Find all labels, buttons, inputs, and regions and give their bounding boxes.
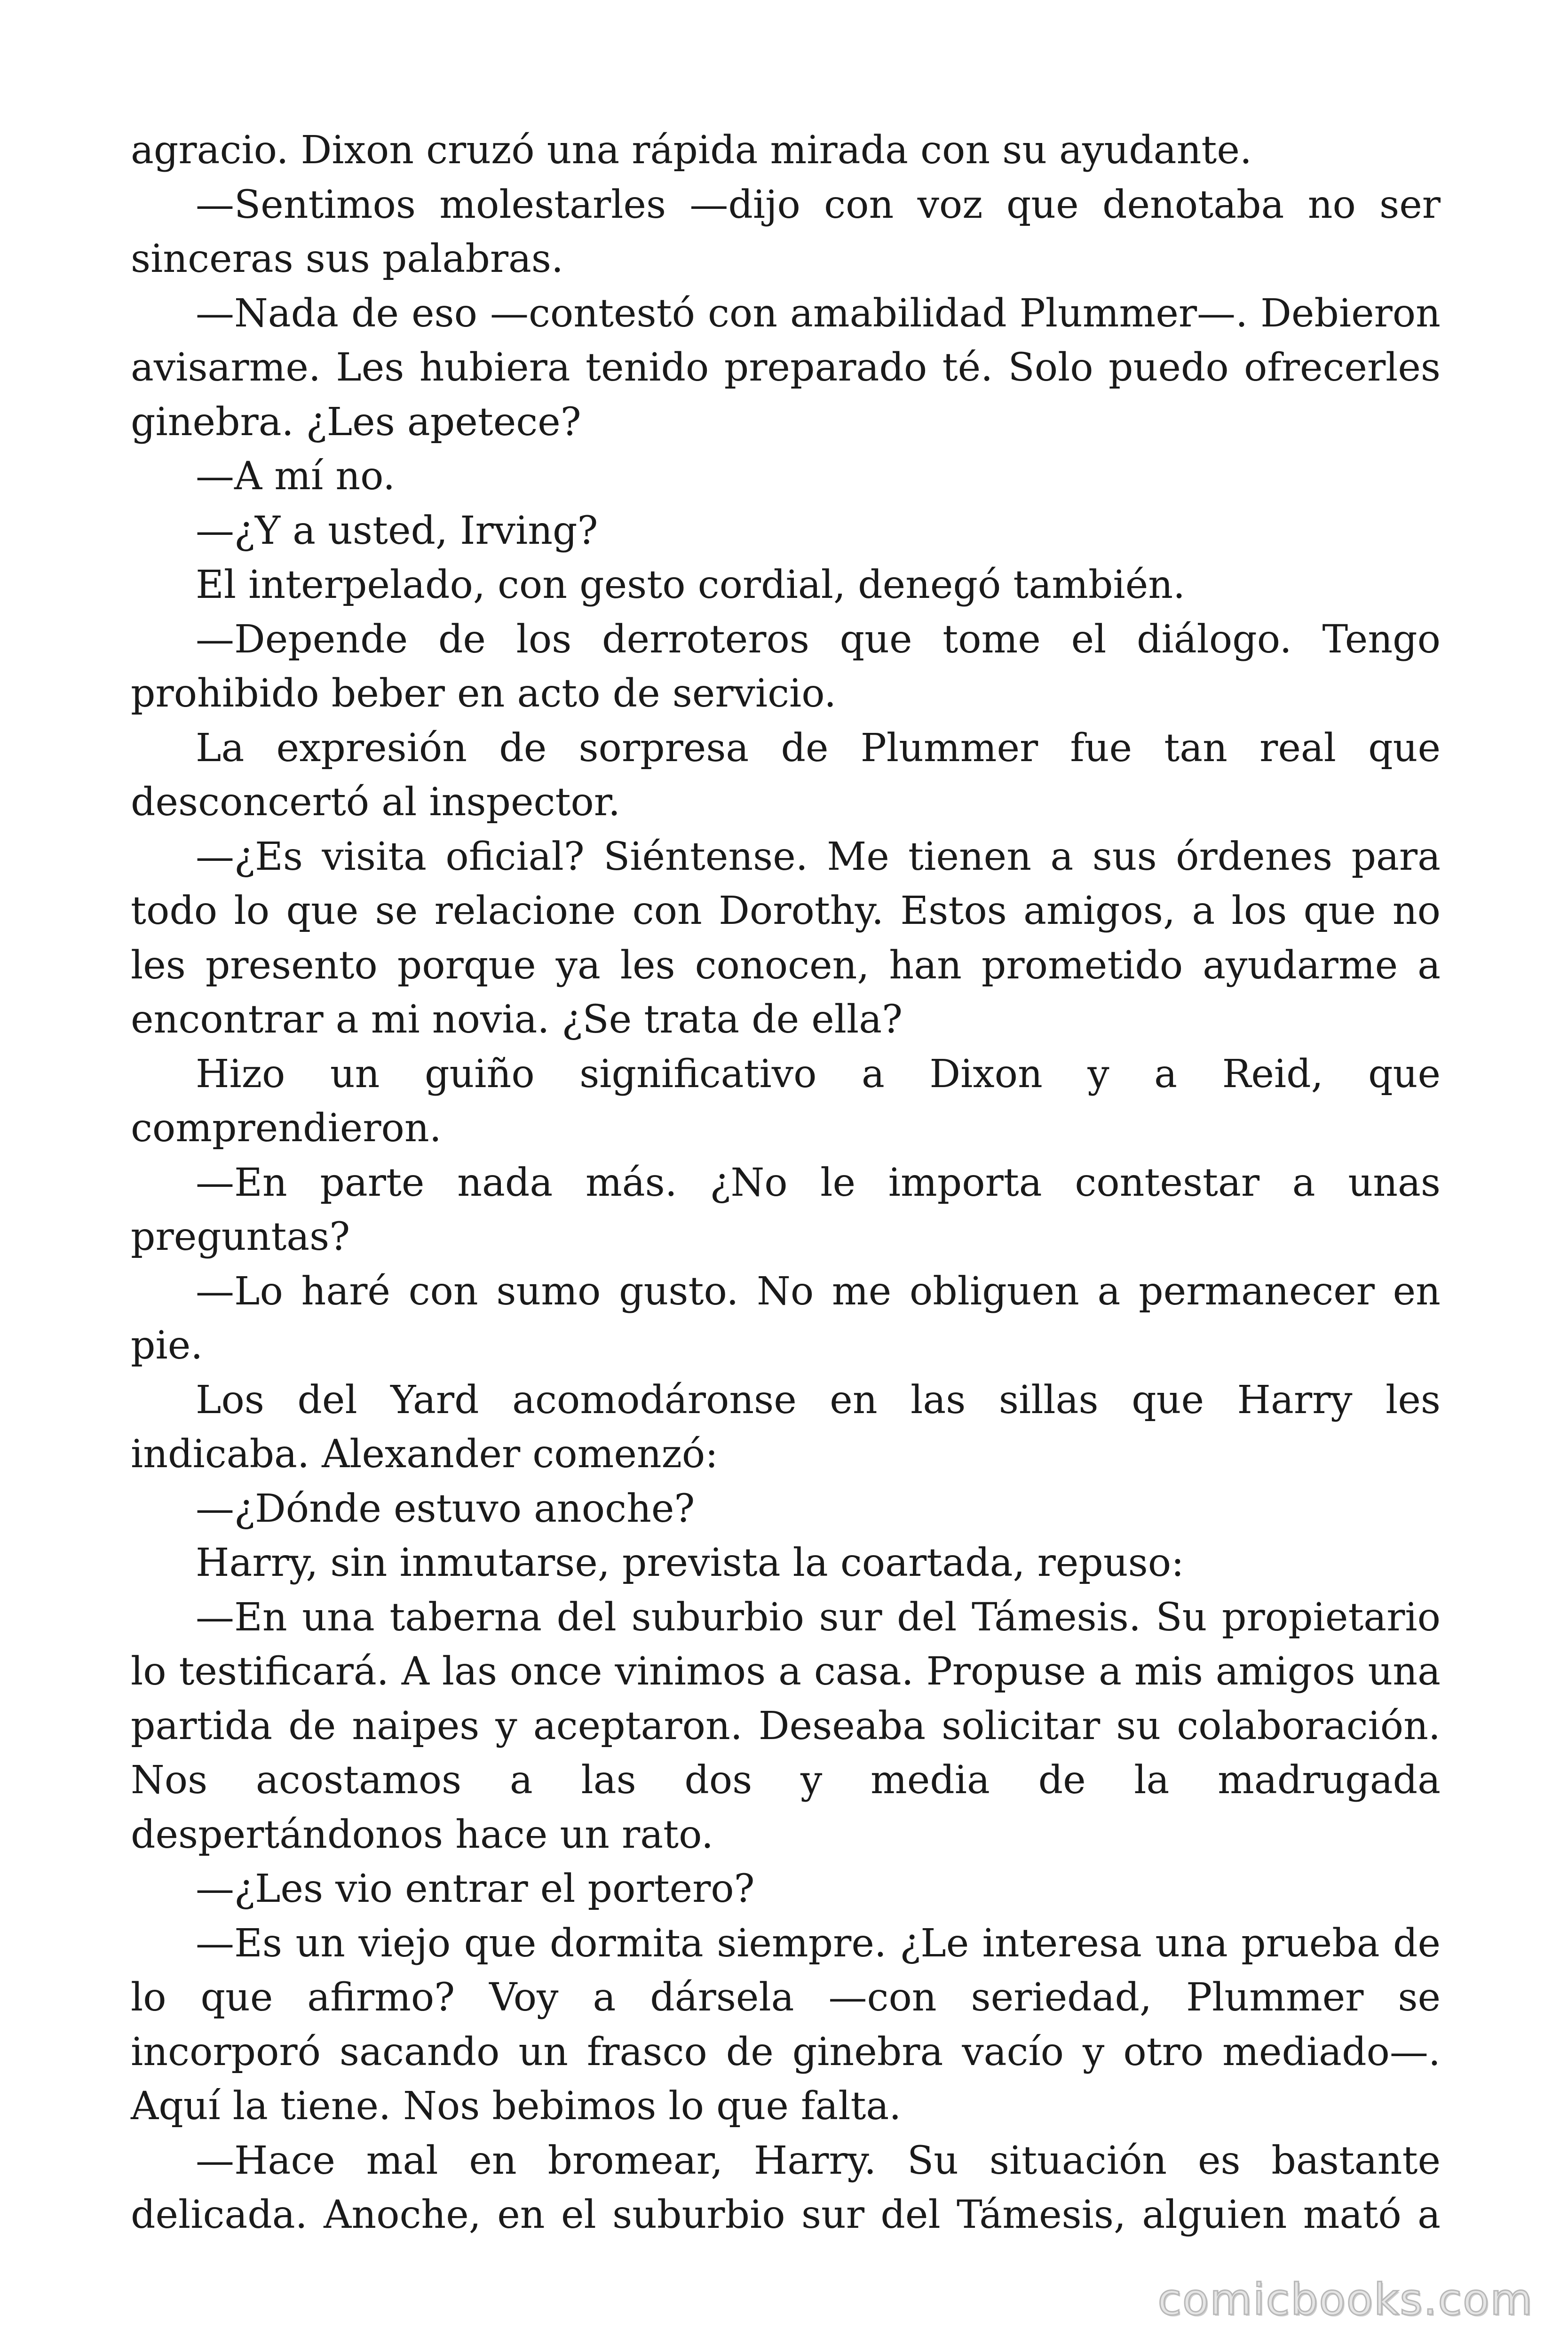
paragraph: —¿Es visita oficial? Siéntense. Me tienen a sus órdenes para todo lo que se relacione con Dorothy. Estos amigos, a los que no les presento porque ya les conocen, han prometido ayudarme a encontrar a mi novia. ¿Se trata de ella? [131, 834, 1441, 1042]
paragraph: Harry, sin inmutarse, prevista la coartada, repuso: [196, 1541, 1184, 1585]
watermark: comicbooks.com [1157, 2274, 1533, 2325]
paragraph: —Nada de eso —contestó con amabilidad Plummer—. Debieron avisarme. Les hubiera tenido preparado té. Solo puedo ofrecerles ginebra. ¿Les apetece? [131, 291, 1441, 445]
paragraph: Hizo un guiño significativo a Dixon y a Reid, que comprendieron. [131, 1051, 1441, 1151]
paragraph: —¿Les vio entrar el portero? [196, 1867, 755, 1911]
paragraph: —Depende de los derroteros que tome el diálogo. Tengo prohibido beber en acto de servicio. [131, 617, 1441, 716]
paragraph: —¿Y a usted, Irving? [196, 508, 598, 553]
paragraph: —¿Dónde estuvo anoche? [196, 1486, 695, 1531]
book-page-text [131, 123, 1441, 2242]
paragraph: —Hace mal en bromear, Harry. Su situación es bastante delicada. Anoche, en el suburbio sur del Támesis, alguien mató a [131, 2138, 1441, 2237]
paragraph: El interpelado, con gesto cordial, denegó también. [196, 563, 1186, 607]
paragraph: —A mí no. [196, 454, 396, 499]
paragraph: Los del Yard acomodáronse en las sillas que Harry les indicaba. Alexander comenzó: [131, 1377, 1441, 1477]
paragraph: agracio. Dixon cruzó una rápida mirada con su ayudante. [131, 128, 1252, 173]
paragraph: La expresión de sorpresa de Plummer fue tan real que desconcertó al inspector. [131, 725, 1441, 825]
paragraph: —Es un viejo que dormita siempre. ¿Le interesa una prueba de lo que afirmo? Voy a dársela —con seriedad, Plummer se incorporó sacando un frasco de ginebra vacío y otro mediado—. Aquí la tiene. Nos bebimos lo que falta. [131, 1921, 1441, 2129]
paragraph: —Sentimos molestarles —dijo con voz que denotaba no ser sinceras sus palabras. [131, 182, 1441, 281]
paragraph: —Lo haré con sumo gusto. No me obliguen a permanecer en pie. [131, 1269, 1441, 1368]
paragraph: —En una taberna del suburbio sur del Támesis. Su propietario lo testificará. A las once vinimos a casa. Propuse a mis amigos una partida de naipes y aceptaron. Deseaba solicitar su colaboración. Nos acostamos a las dos y media de la madrugada despertándonos hace un rato. [131, 1595, 1441, 1857]
paragraph: —En parte nada más. ¿No le importa contestar a unas preguntas? [131, 1160, 1441, 1259]
